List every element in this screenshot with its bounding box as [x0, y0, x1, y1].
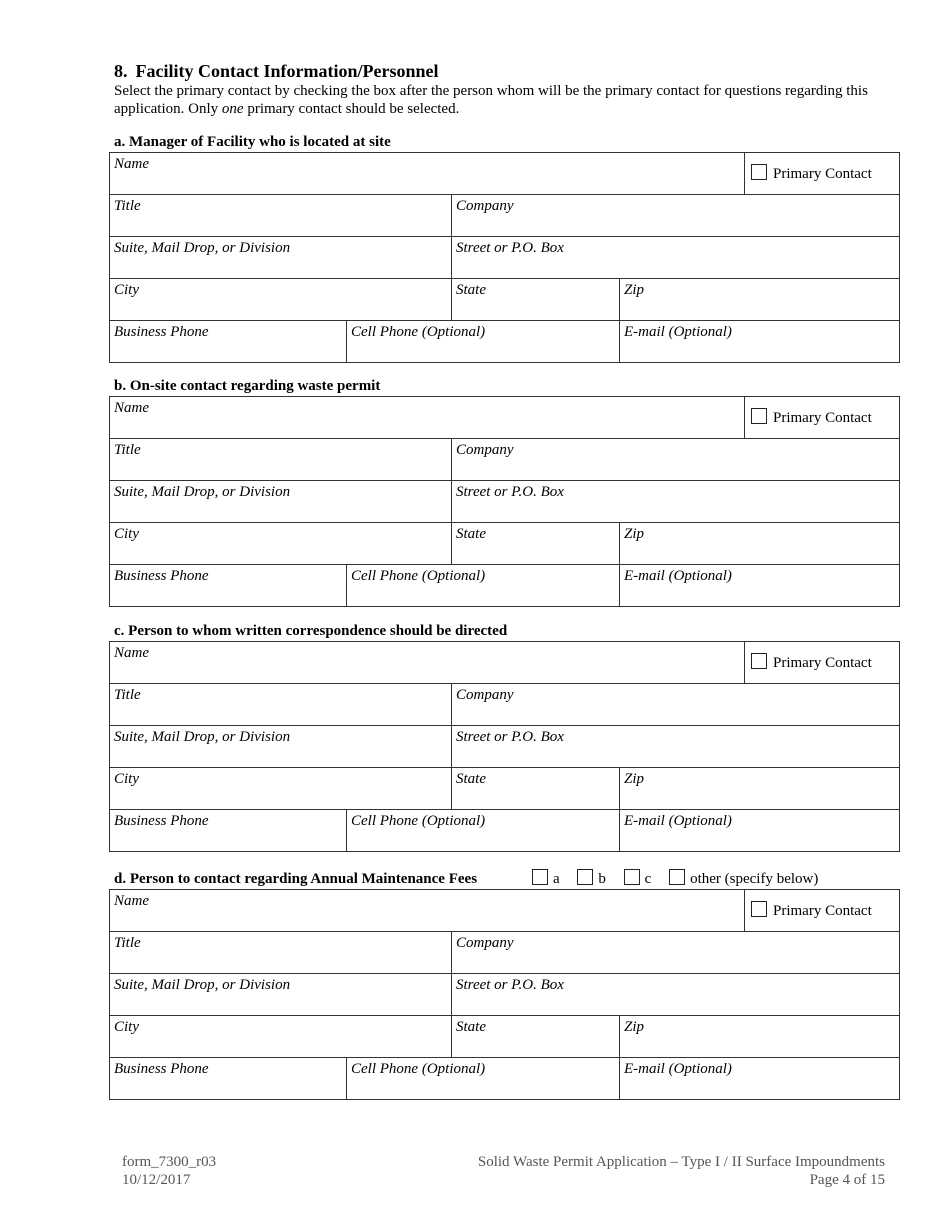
primary-contact-checkbox[interactable]	[751, 653, 767, 669]
primary-contact-checkbox[interactable]	[751, 901, 767, 917]
name-field[interactable]: Name	[110, 153, 745, 195]
state-field[interactable]: State	[452, 768, 620, 810]
zip-field[interactable]: Zip	[620, 523, 900, 565]
suite-field[interactable]: Suite, Mail Drop, or Division	[110, 974, 452, 1016]
zip-field[interactable]: Zip	[620, 279, 900, 321]
section-b-title: b. On-site contact regarding waste permit	[114, 378, 381, 394]
company-field[interactable]: Company	[452, 932, 900, 974]
form-date: 10/12/2017	[122, 1172, 191, 1188]
city-field[interactable]: City	[110, 768, 452, 810]
page-number: Page 4 of 15	[809, 1172, 885, 1188]
email-field[interactable]: E-mail (Optional)	[620, 810, 900, 852]
footer-left	[122, 1153, 216, 1189]
state-field[interactable]: State	[452, 279, 620, 321]
company-field[interactable]: Company	[452, 684, 900, 726]
option-a-checkbox[interactable]	[532, 869, 548, 885]
emphasis-one: one	[221, 101, 244, 117]
contact-table-d	[109, 889, 900, 1100]
title-field[interactable]: Title	[110, 932, 452, 974]
primary-contact-label: Primary Contact	[773, 655, 872, 671]
name-field[interactable]: Name	[110, 397, 745, 439]
fee-contact-options: a b c other (specify below)	[532, 869, 832, 888]
section-title: Facility Contact Information/Personnel	[135, 61, 439, 81]
primary-contact-label: Primary Contact	[773, 166, 872, 182]
option-b-checkbox[interactable]	[577, 869, 593, 885]
state-field[interactable]: State	[452, 523, 620, 565]
primary-contact-checkbox[interactable]	[751, 408, 767, 424]
name-field[interactable]: Name	[110, 890, 745, 932]
email-field[interactable]: E-mail (Optional)	[620, 565, 900, 607]
business-phone-field[interactable]: Business Phone	[110, 321, 347, 363]
email-field[interactable]: E-mail (Optional)	[620, 1058, 900, 1100]
section-heading	[114, 61, 438, 82]
business-phone-field[interactable]: Business Phone	[110, 810, 347, 852]
contact-table-a	[109, 152, 900, 363]
suite-field[interactable]: Suite, Mail Drop, or Division	[110, 726, 452, 768]
option-c-checkbox[interactable]	[624, 869, 640, 885]
city-field[interactable]: City	[110, 523, 452, 565]
contact-table-b	[109, 396, 900, 607]
street-field[interactable]: Street or P.O. Box	[452, 237, 900, 279]
street-field[interactable]: Street or P.O. Box	[452, 974, 900, 1016]
zip-field[interactable]: Zip	[620, 768, 900, 810]
zip-field[interactable]: Zip	[620, 1016, 900, 1058]
business-phone-field[interactable]: Business Phone	[110, 1058, 347, 1100]
section-a-title: a. Manager of Facility who is located at site	[114, 134, 391, 150]
primary-contact-label: Primary Contact	[773, 903, 872, 919]
document-title: Solid Waste Permit Application – Type I / II Surface Impoundments	[477, 1154, 885, 1170]
section-number: 8.	[114, 61, 128, 81]
cell-phone-field[interactable]: Cell Phone (Optional)	[347, 810, 620, 852]
primary-contact-label: Primary Contact	[773, 410, 872, 426]
city-field[interactable]: City	[110, 1016, 452, 1058]
section-d-title: d. Person to contact regarding Annual Maintenance Fees	[114, 871, 478, 887]
email-field[interactable]: E-mail (Optional)	[620, 321, 900, 363]
form-id: form_7300_r03	[122, 1154, 217, 1170]
instructions: Select the primary contact by checking the box after the person whom will be the primary contact for questions regarding this application. Only one primary contact should be selected.	[114, 83, 868, 117]
primary-contact-checkbox[interactable]	[751, 164, 767, 180]
cell-phone-field[interactable]: Cell Phone (Optional)	[347, 1058, 620, 1100]
suite-field[interactable]: Suite, Mail Drop, or Division	[110, 481, 452, 523]
primary-contact-cell	[745, 642, 900, 684]
business-phone-field[interactable]: Business Phone	[110, 565, 347, 607]
street-field[interactable]: Street or P.O. Box	[452, 726, 900, 768]
title-field[interactable]: Title	[110, 439, 452, 481]
city-field[interactable]: City	[110, 279, 452, 321]
primary-contact-cell	[745, 397, 900, 439]
company-field[interactable]: Company	[452, 195, 900, 237]
contact-table-c	[109, 641, 900, 852]
cell-phone-field[interactable]: Cell Phone (Optional)	[347, 321, 620, 363]
suite-field[interactable]: Suite, Mail Drop, or Division	[110, 237, 452, 279]
primary-contact-cell	[745, 153, 900, 195]
footer-right	[478, 1153, 885, 1189]
option-other-checkbox[interactable]	[669, 869, 685, 885]
cell-phone-field[interactable]: Cell Phone (Optional)	[347, 565, 620, 607]
state-field[interactable]: State	[452, 1016, 620, 1058]
title-field[interactable]: Title	[110, 684, 452, 726]
primary-contact-cell	[745, 890, 900, 932]
name-field[interactable]: Name	[110, 642, 745, 684]
street-field[interactable]: Street or P.O. Box	[452, 481, 900, 523]
company-field[interactable]: Company	[452, 439, 900, 481]
section-c-title: c. Person to whom written correspondence should be directed	[114, 623, 508, 639]
title-field[interactable]: Title	[110, 195, 452, 237]
